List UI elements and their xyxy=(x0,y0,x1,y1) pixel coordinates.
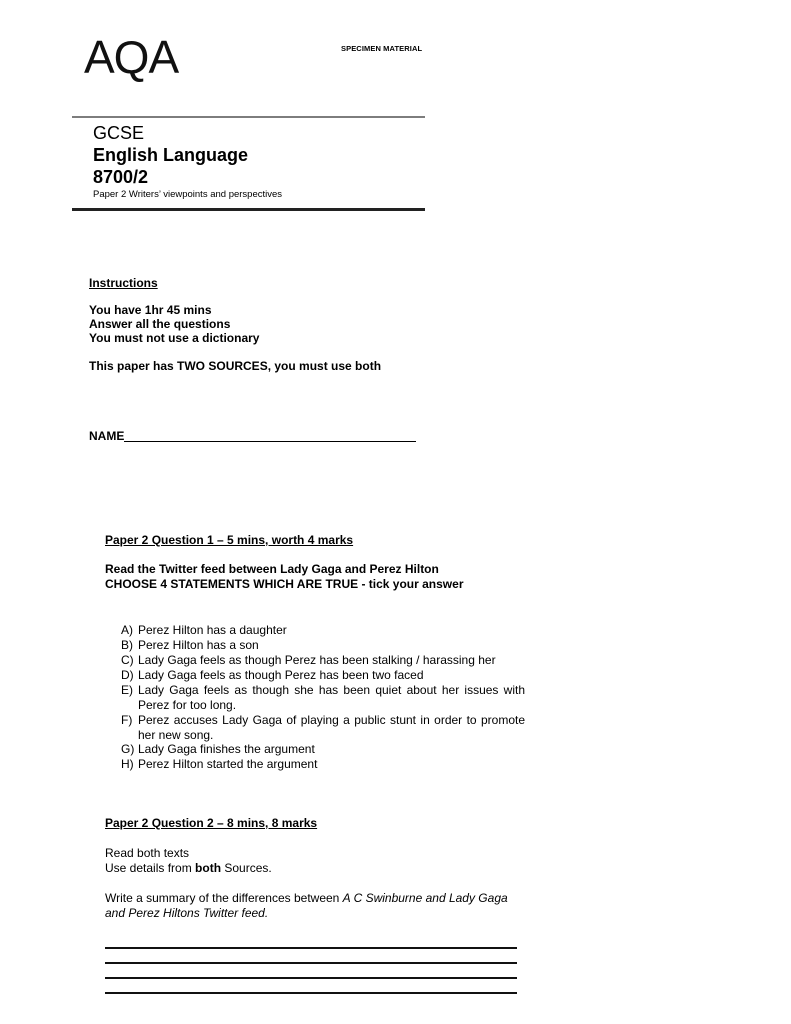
answer-line[interactable] xyxy=(105,977,517,979)
answer-line[interactable] xyxy=(105,947,517,949)
instruction-line: You have 1hr 45 mins xyxy=(89,303,212,317)
paper-code: 8700/2 xyxy=(93,167,149,187)
option-g[interactable] xyxy=(121,742,525,757)
question2-summary-texts: A C Swinburne and Lady Gaga and Perez Hiltons Twitter feed. xyxy=(105,891,508,920)
aqa-logo: AQA xyxy=(84,31,179,83)
qualification-level: GCSE xyxy=(93,123,145,143)
option-e[interactable] xyxy=(121,683,525,713)
answer-line[interactable] xyxy=(105,992,517,994)
instruction-line: You must not use a dictionary xyxy=(89,331,260,345)
answer-line[interactable] xyxy=(105,962,517,964)
option-letter: E) xyxy=(121,683,133,697)
instructions-heading: Instructions xyxy=(89,276,158,290)
option-letter: C) xyxy=(121,653,134,667)
question2-summary-task xyxy=(105,891,515,921)
option-letter: H) xyxy=(121,757,134,771)
option-letter: D) xyxy=(121,668,134,682)
option-text: Lady Gaga feels as though she has been quiet about her issues with Perez for too long. xyxy=(138,683,525,712)
header-rule-top xyxy=(72,116,425,118)
question1-prompt: Read the Twitter feed between Lady Gaga and Perez Hilton xyxy=(105,562,439,576)
question2-emphasis: both xyxy=(195,861,222,875)
specimen-label: SPECIMEN MATERIAL xyxy=(341,44,423,53)
paper-subtitle: Paper 2 Writers’ viewpoints and perspectives xyxy=(93,189,283,200)
option-b[interactable] xyxy=(121,638,525,653)
option-text: Perez Hilton has a son xyxy=(138,638,259,652)
question1-heading: Paper 2 Question 1 – 5 mins, worth 4 marks xyxy=(105,533,354,547)
subject-title: English Language xyxy=(93,145,249,165)
option-letter: B) xyxy=(121,638,133,652)
instruction-line: This paper has TWO SOURCES, you must use both xyxy=(89,359,382,373)
option-text: Perez accuses Lady Gaga of playing a public stunt in order to promote her new song. xyxy=(138,713,525,742)
question2-text: Sources. xyxy=(221,861,272,875)
instruction-line: Answer all the questions xyxy=(89,317,231,331)
question2-text: Use details from xyxy=(105,861,196,875)
option-text: Lady Gaga feels as though Perez has been stalking / harassing her xyxy=(138,653,496,667)
option-f[interactable] xyxy=(121,713,525,743)
option-text: Perez Hilton started the argument xyxy=(138,757,318,771)
header-rule-bottom xyxy=(72,208,425,211)
option-h[interactable] xyxy=(121,757,525,772)
question1-instruction: CHOOSE 4 STATEMENTS WHICH ARE TRUE - tick your answer xyxy=(105,577,464,591)
question2-summary-text: Write a summary of the differences between xyxy=(105,891,343,905)
question2-heading: Paper 2 Question 2 – 8 mins, 8 marks xyxy=(105,816,318,830)
option-letter: A) xyxy=(121,623,133,637)
option-c[interactable] xyxy=(121,653,525,668)
option-a[interactable] xyxy=(121,623,525,638)
name-field[interactable] xyxy=(124,441,416,442)
question2-sources-line xyxy=(105,861,272,876)
option-letter: F) xyxy=(121,713,133,727)
option-text: Lady Gaga feels as though Perez has been two faced xyxy=(138,668,424,682)
option-text: Lady Gaga finishes the argument xyxy=(138,742,315,756)
name-label: NAME xyxy=(89,429,125,443)
option-text: Perez Hilton has a daughter xyxy=(138,623,287,637)
option-letter: G) xyxy=(121,742,135,756)
question2-line: Read both texts xyxy=(105,846,190,860)
option-d[interactable] xyxy=(121,668,525,683)
